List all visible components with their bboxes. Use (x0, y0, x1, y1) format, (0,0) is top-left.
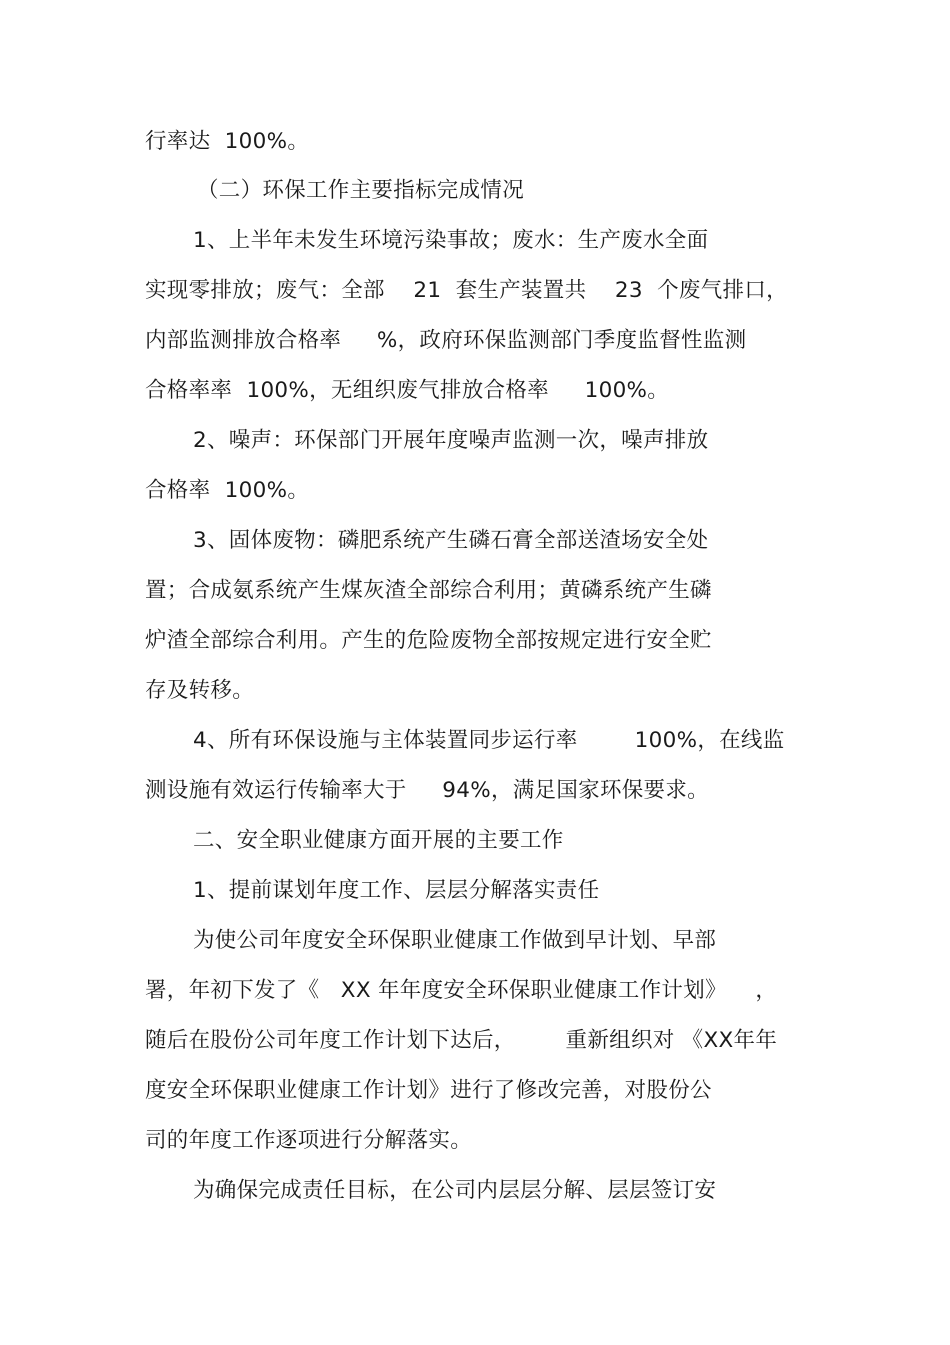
text-line-18: 署，年初下发了《 XX 年年度安全环保职业健康工作计划》 ， (145, 978, 778, 1003)
text-line-6: 合格率率 100%，无组织废气排放合格率 100%。 (145, 378, 670, 403)
text-line-9: 3、固体废物：磷肥系统产生磷石膏全部送渣场安全处 (193, 528, 709, 553)
text-line-21: 司的年度工作逐项进行分解落实。 (145, 1128, 473, 1153)
text-line-1: 行率达 100%。 (145, 129, 310, 154)
text-line-3: 1、上半年未发生环境污染事故；废水：生产废水全面 (193, 228, 709, 253)
text-line-2: （二）环保工作主要指标完成情况 (197, 178, 525, 203)
text-line-11: 炉渣全部综合利用。产生的危险废物全部按规定进行安全贮 (145, 628, 712, 653)
text-line-17: 为使公司年度安全环保职业健康工作做到早计划、早部 (193, 928, 717, 953)
text-line-20: 度安全环保职业健康工作计划》进行了修改完善，对股份公 (145, 1078, 712, 1103)
text-line-8: 合格率 100%。 (145, 478, 310, 503)
text-line-10: 置；合成氨系统产生煤灰渣全部综合利用；黄磷系统产生磷 (145, 578, 712, 603)
text-line-15: 二、安全职业健康方面开展的主要工作 (193, 828, 564, 853)
text-line-7: 2、噪声：环保部门开展年度噪声监测一次，噪声排放 (193, 428, 709, 453)
text-line-16: 1、提前谋划年度工作、层层分解落实责任 (193, 878, 600, 903)
text-line-4: 实现零排放；废气：全部 21 套生产装置共 23 个废气排口， (145, 278, 788, 303)
text-line-12: 存及转移。 (145, 678, 255, 703)
text-line-5: 内部监测排放合格率 %，政府环保监测部门季度监督性监测 (145, 328, 747, 353)
text-line-22: 为确保完成责任目标，在公司内层层分解、层层签订安 (193, 1178, 717, 1203)
text-line-14: 测设施有效运行传输率大于 94%，满足国家环保要求。 (145, 778, 709, 803)
text-line-19: 随后在股份公司年度工作计划下达后， 重新组织对 《XX年年 (145, 1028, 778, 1053)
text-line-13: 4、所有环保设施与主体装置同步运行率 100%，在线监 (193, 728, 785, 753)
